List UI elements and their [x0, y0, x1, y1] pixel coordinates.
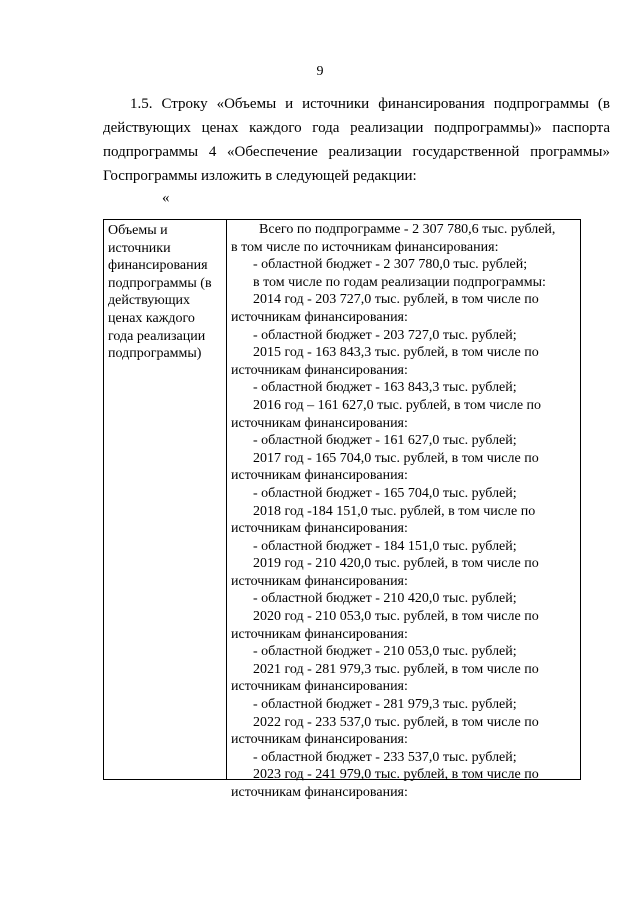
content-line: 2021 год - 281 979,3 тыс. рублей, в том числе по: [253, 661, 539, 677]
label-line: действующих: [108, 293, 191, 309]
content-line: источникам финансирования:: [231, 521, 408, 537]
content-line: - областной бюджет - 281 979,3 тыс. рублей;: [253, 697, 517, 713]
content-line: 2017 год - 165 704,0 тыс. рублей, в том числе по: [253, 450, 539, 466]
content-line: источникам финансирования:: [231, 573, 408, 589]
paragraph-line: подпрограммы 4 «Обеспечение реализации государственной программы»: [103, 144, 610, 160]
content-line: - областной бюджет - 233 537,0 тыс. рублей;: [253, 749, 517, 765]
content-line: источникам финансирования:: [231, 785, 408, 800]
page-number: 9: [316, 64, 324, 79]
label-line: источники: [108, 240, 171, 256]
label-line: финансирования: [108, 258, 208, 274]
paragraph-line: Госпрограммы изложить в следующей редакции:: [103, 168, 417, 184]
paragraph-line: действующих ценах каждого года реализации подпрограммы)» паспорта: [103, 120, 610, 136]
content-line: источникам финансирования:: [231, 415, 408, 431]
content-line: - областной бюджет - 203 727,0 тыс. рублей;: [253, 327, 517, 343]
content-line: 2019 год - 210 420,0 тыс. рублей, в том числе по: [253, 556, 539, 572]
table-row: [104, 220, 581, 780]
content-line: в том числе по годам реализации подпрограммы:: [253, 274, 546, 290]
content-line: - областной бюджет - 210 053,0 тыс. рублей;: [253, 644, 517, 660]
content-line: - областной бюджет - 184 151,0 тыс. рублей;: [253, 538, 517, 554]
content-line: - областной бюджет - 161 627,0 тыс. рублей;: [253, 433, 517, 449]
content-line: - областной бюджет - 165 704,0 тыс. рублей;: [253, 485, 517, 501]
content-line: источникам финансирования:: [231, 468, 408, 484]
content-line: 2016 год – 161 627,0 тыс. рублей, в том числе по: [253, 397, 542, 413]
content-line: 2018 год -184 151,0 тыс. рублей, в том числе по: [253, 503, 536, 519]
amendment-paragraph-cont: [103, 116, 610, 188]
opening-quote-mark: «: [162, 190, 170, 206]
content-line: источникам финансирования:: [231, 362, 408, 378]
content-line: Всего по подпрограмме - 2 307 780,6 тыс. рублей,: [259, 222, 556, 237]
content-line: - областной бюджет - 2 307 780,0 тыс. рублей;: [253, 257, 528, 273]
label-line: подпрограммы (в: [108, 275, 212, 291]
content-line: источникам финансирования:: [231, 732, 408, 748]
amendment-paragraph: [130, 92, 610, 116]
funding-table: [103, 219, 581, 800]
content-cell: [227, 220, 581, 800]
content-line: в том числе по источникам финансирования:: [231, 239, 499, 255]
content-line: 2023 год - 241 979,0 тыс. рублей, в том числе по: [253, 767, 539, 783]
label-line: подпрограммы): [108, 346, 202, 362]
content-line: 2022 год - 233 537,0 тыс. рублей, в том числе по: [253, 714, 539, 730]
content-line: 2020 год - 210 053,0 тыс. рублей, в том числе по: [253, 609, 539, 625]
content-line: источникам финансирования:: [231, 626, 408, 642]
label-cell: [104, 220, 227, 780]
label-line: ценах каждого: [108, 310, 195, 326]
content-line: источникам финансирования:: [231, 309, 408, 325]
content-line: 2014 год - 203 727,0 тыс. рублей, в том числе по: [253, 292, 539, 308]
content-line: - областной бюджет - 163 843,3 тыс. рублей;: [253, 380, 517, 396]
content-line: источникам финансирования:: [231, 679, 408, 695]
content-line: - областной бюджет - 210 420,0 тыс. рублей;: [253, 591, 517, 607]
paragraph-line: 1.5. Строку «Объемы и источники финансирования подпрограммы (в: [130, 96, 610, 112]
label-line: Объемы и: [108, 223, 168, 238]
content-line: 2015 год - 163 843,3 тыс. рублей, в том числе по: [253, 345, 539, 361]
label-line: года реализации: [108, 328, 206, 344]
